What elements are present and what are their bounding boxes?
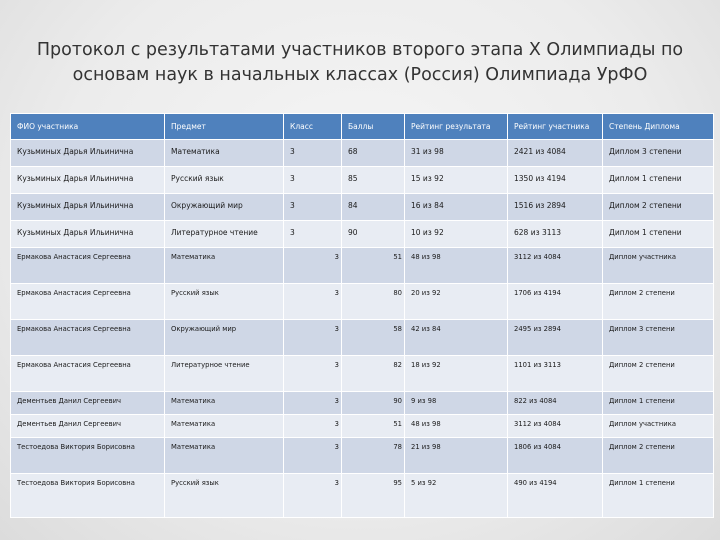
cell-diploma: Диплом 2 степени (603, 284, 714, 320)
cell-name: Тестоедова Виктория Борисовна (11, 438, 165, 474)
cell-result-rank: 48 из 98 (405, 248, 508, 284)
page-title (0, 38, 720, 88)
cell-grade: 3 (284, 392, 342, 415)
table-header-row (11, 114, 714, 140)
cell-name: Ермакова Анастасия Сергеевна (11, 284, 165, 320)
table-row (11, 221, 714, 248)
cell-diploma: Диплом участника (603, 248, 714, 284)
cell-subject: Литературное чтение (165, 356, 284, 392)
cell-diploma: Диплом 1 степени (603, 221, 714, 248)
cell-subject: Русский язык (165, 284, 284, 320)
cell-grade: 3 (284, 320, 342, 356)
cell-participant-rank: 1516 из 2894 (508, 194, 603, 221)
table-row (11, 320, 714, 356)
cell-diploma: Диплом 2 степени (603, 356, 714, 392)
cell-result-rank: 48 из 98 (405, 415, 508, 438)
cell-score: 90 (342, 392, 405, 415)
cell-score: 95 (342, 474, 405, 518)
cell-subject: Окружающий мир (165, 320, 284, 356)
table-row (11, 392, 714, 415)
cell-name: Кузьминых Дарья Ильинична (11, 194, 165, 221)
column-header-participant-rank: Рейтинг участника (508, 114, 603, 140)
table-row (11, 438, 714, 474)
cell-score: 82 (342, 356, 405, 392)
table-row (11, 167, 714, 194)
cell-result-rank: 5 из 92 (405, 474, 508, 518)
cell-diploma: Диплом 3 степени (603, 140, 714, 167)
column-header-grade: Класс (284, 114, 342, 140)
cell-diploma: Диплом 1 степени (603, 167, 714, 194)
cell-result-rank: 18 из 92 (405, 356, 508, 392)
column-header-score: Баллы (342, 114, 405, 140)
cell-name: Кузьминых Дарья Ильинична (11, 167, 165, 194)
cell-name: Ермакова Анастасия Сергеевна (11, 320, 165, 356)
cell-participant-rank: 2421 из 4084 (508, 140, 603, 167)
cell-diploma: Диплом 2 степени (603, 438, 714, 474)
cell-grade: 3 (284, 438, 342, 474)
cell-result-rank: 42 из 84 (405, 320, 508, 356)
cell-score: 51 (342, 248, 405, 284)
cell-participant-rank: 1350 из 4194 (508, 167, 603, 194)
column-header-diploma: Степень Диплома (603, 114, 714, 140)
cell-diploma: Диплом 1 степени (603, 474, 714, 518)
cell-grade: 3 (284, 167, 342, 194)
cell-diploma: Диплом участника (603, 415, 714, 438)
table-row (11, 194, 714, 221)
cell-participant-rank: 1706 из 4194 (508, 284, 603, 320)
cell-participant-rank: 628 из 3113 (508, 221, 603, 248)
cell-participant-rank: 3112 из 4084 (508, 415, 603, 438)
cell-grade: 3 (284, 194, 342, 221)
column-header-subject: Предмет (165, 114, 284, 140)
cell-subject: Русский язык (165, 167, 284, 194)
cell-grade: 3 (284, 248, 342, 284)
cell-grade: 3 (284, 140, 342, 167)
cell-grade: 3 (284, 221, 342, 248)
cell-participant-rank: 490 из 4194 (508, 474, 603, 518)
table-row (11, 415, 714, 438)
cell-diploma: Диплом 2 степени (603, 194, 714, 221)
table-row (11, 284, 714, 320)
cell-grade: 3 (284, 284, 342, 320)
cell-result-rank: 31 из 98 (405, 140, 508, 167)
cell-result-rank: 15 из 92 (405, 167, 508, 194)
cell-subject: Математика (165, 248, 284, 284)
cell-name: Кузьминых Дарья Ильинична (11, 221, 165, 248)
cell-score: 78 (342, 438, 405, 474)
title-line-1: Протокол с результатами участников второго этапа X Олимпиады по (36, 40, 684, 60)
cell-result-rank: 10 из 92 (405, 221, 508, 248)
cell-name: Ермакова Анастасия Сергеевна (11, 356, 165, 392)
cell-subject: Математика (165, 392, 284, 415)
cell-participant-rank: 1806 из 4084 (508, 438, 603, 474)
cell-result-rank: 9 из 98 (405, 392, 508, 415)
cell-score: 85 (342, 167, 405, 194)
cell-name: Кузьминых Дарья Ильинична (11, 140, 165, 167)
cell-score: 80 (342, 284, 405, 320)
table-row (11, 474, 714, 518)
title-line-2: основам наук в начальных классах (Россия) Олимпиада УрФО (72, 65, 648, 85)
table-row (11, 140, 714, 167)
cell-participant-rank: 3112 из 4084 (508, 248, 603, 284)
cell-score: 84 (342, 194, 405, 221)
cell-subject: Математика (165, 438, 284, 474)
cell-grade: 3 (284, 415, 342, 438)
cell-subject: Русский язык (165, 474, 284, 518)
cell-grade: 3 (284, 356, 342, 392)
table-row (11, 356, 714, 392)
column-header-name: ФИО участника (11, 114, 165, 140)
cell-subject: Математика (165, 415, 284, 438)
cell-diploma: Диплом 1 степени (603, 392, 714, 415)
cell-diploma: Диплом 3 степени (603, 320, 714, 356)
cell-name: Дементьев Данил Сергеевич (11, 392, 165, 415)
cell-name: Ермакова Анастасия Сергеевна (11, 248, 165, 284)
cell-result-rank: 21 из 98 (405, 438, 508, 474)
cell-score: 58 (342, 320, 405, 356)
cell-participant-rank: 2495 из 2894 (508, 320, 603, 356)
cell-subject: Окружающий мир (165, 194, 284, 221)
column-header-result-rank: Рейтинг результата (405, 114, 508, 140)
cell-participant-rank: 822 из 4084 (508, 392, 603, 415)
cell-subject: Литературное чтение (165, 221, 284, 248)
cell-name: Тестоедова Виктория Борисовна (11, 474, 165, 518)
cell-score: 51 (342, 415, 405, 438)
cell-score: 68 (342, 140, 405, 167)
cell-result-rank: 20 из 92 (405, 284, 508, 320)
table-row (11, 248, 714, 284)
cell-grade: 3 (284, 474, 342, 518)
cell-participant-rank: 1101 из 3113 (508, 356, 603, 392)
cell-score: 90 (342, 221, 405, 248)
cell-subject: Математика (165, 140, 284, 167)
cell-result-rank: 16 из 84 (405, 194, 508, 221)
results-table (10, 113, 714, 518)
cell-name: Дементьев Данил Сергеевич (11, 415, 165, 438)
